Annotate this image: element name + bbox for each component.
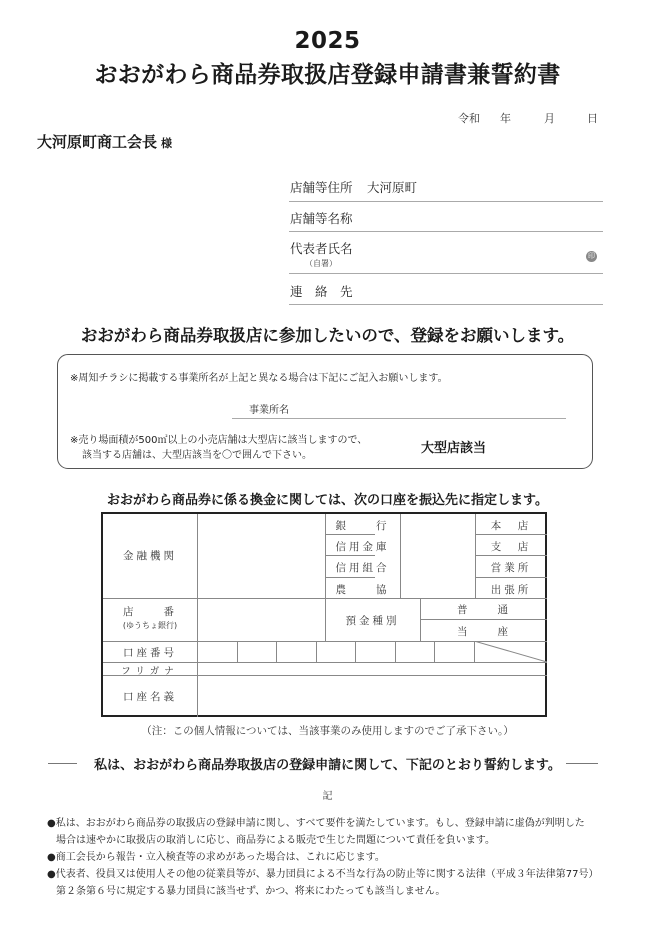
addressee [37, 131, 172, 152]
furigana-input[interactable] [198, 663, 547, 675]
notice-line-1: ※周知チラシに掲載する事業所名が上記と異なる場合は下記にご記入お願いします。 [70, 373, 448, 384]
account-name-label: 口座名義 [123, 691, 177, 703]
date-month: 月 [544, 112, 555, 125]
branch-branch[interactable]: 支 店 [490, 541, 532, 553]
oath-item [47, 866, 598, 900]
oath-item-line: ●商工会長から報告・立入検査等の求めがあった場合は、これに応じます。 [47, 852, 385, 863]
branch-no-sub-label: (ゆうちょ銀行) [122, 621, 178, 630]
address-value[interactable]: 大河原町 [367, 180, 418, 195]
oath-heading: 私は、おおがわら商品券取扱店の登録申請に関して、下記のとおり誓約します。 [94, 758, 561, 773]
grid-line [395, 641, 396, 662]
addressee-suffix: 様 [161, 137, 173, 150]
grid-line [475, 555, 547, 556]
branch-no-input[interactable] [198, 598, 324, 641]
registration-request: おおがわら商品券取扱店に参加したいので、登録をお願いします。 [80, 326, 575, 345]
branch-name-input[interactable] [401, 514, 475, 598]
seal-icon: 印 [588, 252, 595, 260]
deposit-type-label: 預金種別 [345, 615, 400, 627]
addressee-name: 大河原町商工会長 [37, 133, 158, 151]
grid-line [355, 641, 356, 662]
address-label: 店舗等住所 [290, 180, 353, 195]
grid-line [325, 555, 375, 556]
large-store-option[interactable]: 大型店該当 [421, 441, 487, 456]
institution-label: 金融機関 [123, 550, 177, 562]
contact-label: 連 絡 先 [290, 284, 353, 299]
dash-right [566, 763, 598, 764]
contact-line[interactable] [289, 304, 603, 305]
representative-label: 代表者氏名 [290, 241, 353, 256]
grid-line [434, 641, 435, 662]
store-name-line[interactable] [289, 231, 603, 232]
representative-line[interactable] [289, 273, 603, 274]
signature-note: （自署） [305, 259, 337, 268]
grid-line [237, 641, 238, 662]
branch-sub-office[interactable]: 出張所 [490, 584, 532, 596]
form-year: 2025 [294, 28, 361, 54]
date-year: 年 [500, 112, 511, 125]
notice-line-2a: ※売り場面積が500㎡以上の小売店舗は大型店に該当しますので、 [70, 435, 368, 446]
oath-item-line: 第２条第６号に規定する暴力団員に該当せず、かつ、将来にわたっても該当しません。 [56, 886, 446, 897]
branch-head[interactable]: 本 店 [490, 520, 532, 532]
grid-line [475, 577, 547, 578]
deposit-current[interactable]: 当 座 [457, 626, 511, 638]
account-name-input[interactable] [198, 676, 547, 717]
type-shinkin[interactable]: 信用金庫 [335, 541, 390, 553]
date-day: 日 [587, 112, 598, 125]
store-name-label: 店舗等名称 [290, 211, 353, 226]
form-title: おおがわら商品券取扱店登録申請書兼誓約書 [94, 62, 561, 88]
grid-line [325, 577, 375, 578]
type-credit-union[interactable]: 信用組合 [335, 562, 390, 574]
ki-label: 記 [322, 791, 333, 802]
diagonal-slash [474, 641, 547, 663]
type-ja[interactable]: 農 協 [335, 584, 390, 596]
notice-line-2b: 該当する店舗は、大型店該当を〇で囲んで下さい。 [82, 450, 312, 461]
business-name-label: 事業所名 [249, 405, 289, 416]
type-bank[interactable]: 銀 行 [335, 520, 390, 532]
account-no-label: 口座番号 [123, 647, 177, 659]
grid-line [420, 619, 547, 620]
grid-line [325, 534, 375, 535]
grid-line [316, 641, 317, 662]
grid-line [276, 641, 277, 662]
oath-item [47, 849, 385, 866]
branch-office[interactable]: 営業所 [490, 562, 532, 574]
oath-item-line: ●私は、おおがわら商品券の取扱店の登録申請に関し、すべて要件を満たしています。もし、登録申請に虚偽が判明した [47, 818, 585, 829]
oath-item-line: ●代表者、役員又は使用人その他の従業員等が、暴力団員による不当な行為の防止等に関する法律（平成３年法律第77号） [47, 869, 599, 880]
privacy-note: （注：この個人情報については、当該事業のみ使用しますのでご了承下さい。） [141, 725, 514, 737]
date-era: 令和 [458, 112, 480, 125]
branch-no-label: 店 番 [123, 606, 177, 618]
bank-account-table [101, 512, 547, 717]
oath-item-line: 場合は速やかに取扱店の取消しに応じ、商品券による販売で生じた問題について責任を負います。 [56, 835, 495, 846]
business-name-line[interactable] [232, 418, 566, 419]
institution-name-input[interactable] [198, 514, 324, 598]
furigana-label: フリガナ [121, 666, 179, 677]
grid-line [475, 534, 547, 535]
transfer-heading: おおがわら商品券に係る換金に関しては、次の口座を振込先に指定します。 [107, 493, 548, 508]
oath-item [47, 815, 585, 849]
deposit-ordinary[interactable]: 普 通 [457, 604, 511, 616]
address-line [289, 201, 603, 202]
